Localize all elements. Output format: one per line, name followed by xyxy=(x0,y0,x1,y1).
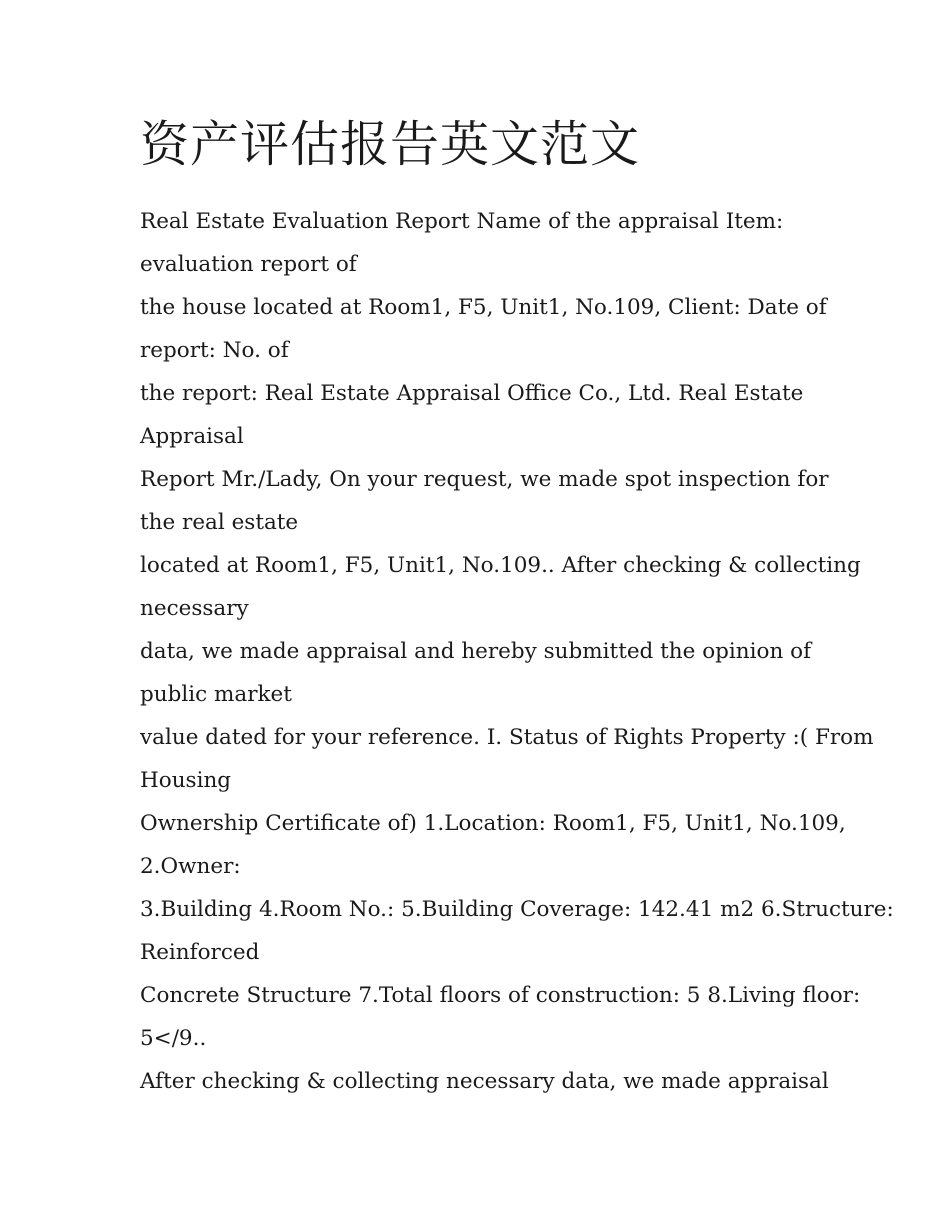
body-text-line: 2.Owner: xyxy=(140,854,241,879)
body-text-line: Real Estate Evaluation Report Name of the appraisal Item: xyxy=(140,209,784,234)
body-text-line: necessary xyxy=(140,596,249,621)
body-text-line: Appraisal xyxy=(140,424,244,449)
body-text-line: Reinforced xyxy=(140,940,260,965)
body-text-line: After checking & collecting necessary data, we made appraisal xyxy=(140,1069,829,1094)
body-text-line: report: No. of xyxy=(140,338,289,363)
document-title: 资产评估报告英文范文 xyxy=(140,116,641,173)
body-text-line: the house located at Room1, F5, Unit1, No.109, Client: Date of xyxy=(140,295,827,320)
document-body xyxy=(140,200,894,1103)
body-text-line: public market xyxy=(140,682,292,707)
body-text-line: evaluation report of xyxy=(140,252,357,277)
body-text-line: Concrete Structure 7.Total floors of construction: 5 8.Living floor: xyxy=(140,983,861,1008)
document-page xyxy=(140,110,894,1103)
body-text-line: 3.Building 4.Room No.: 5.Building Coverage: 142.41 m2 6.Structure: xyxy=(140,897,894,922)
body-text-line: the report: Real Estate Appraisal Office Co., Ltd. Real Estate xyxy=(140,381,804,406)
body-text-line: Ownership Certificate of) 1.Location: Room1, F5, Unit1, No.109, xyxy=(140,811,846,836)
body-text-line: value dated for your reference. I. Status of Rights Property :( From xyxy=(140,725,874,750)
body-text-line: data, we made appraisal and hereby submitted the opinion of xyxy=(140,639,812,664)
body-text-line: the real estate xyxy=(140,510,299,535)
body-text-line: Housing xyxy=(140,768,232,793)
body-text-line: located at Room1, F5, Unit1, No.109.. After checking & collecting xyxy=(140,553,861,578)
body-text-line: 5</9.. xyxy=(140,1026,207,1051)
body-text-line: Report Mr./Lady, On your request, we made spot inspection for xyxy=(140,467,829,492)
